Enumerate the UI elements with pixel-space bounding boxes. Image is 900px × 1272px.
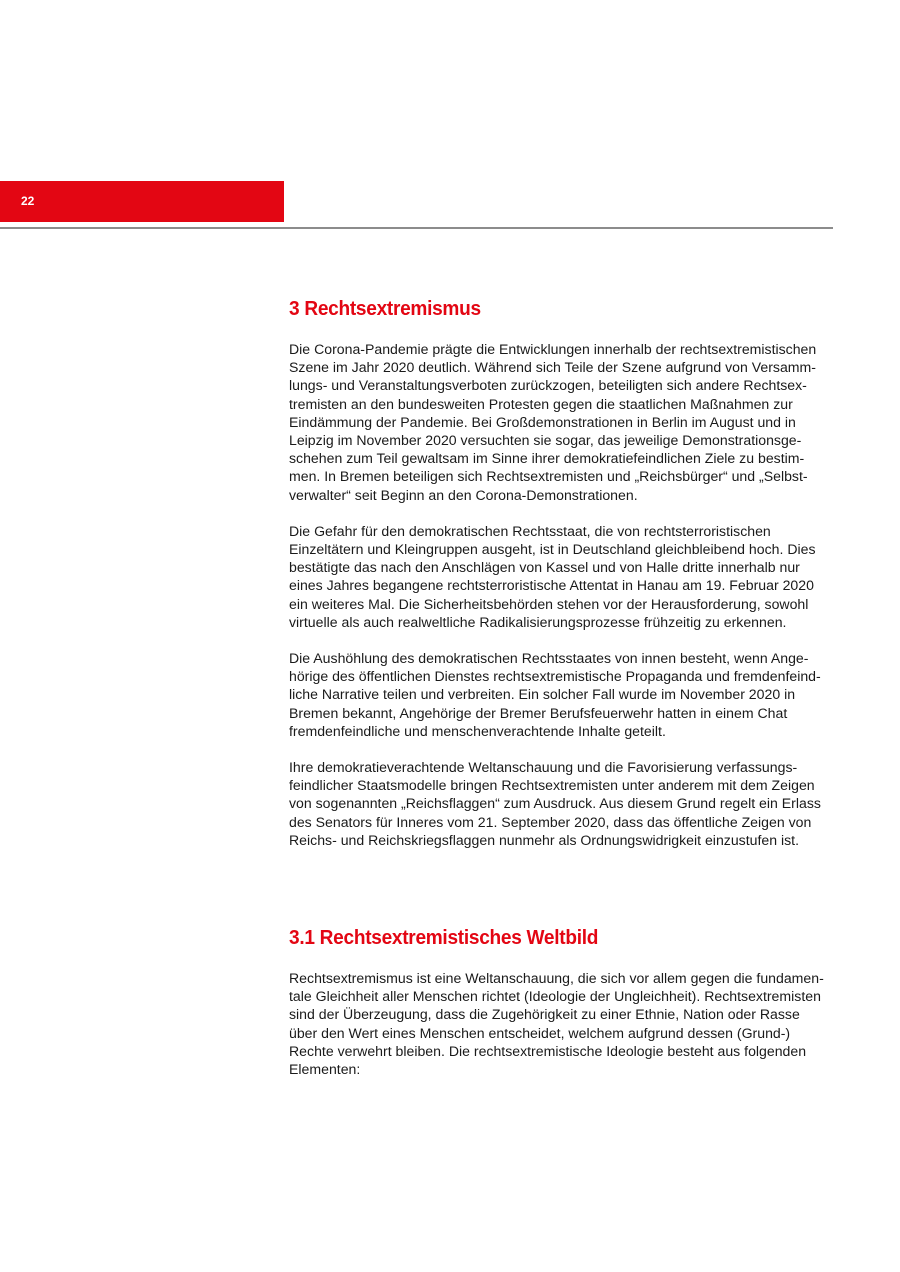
text-line: sind der Überzeugung, dass die Zugehörigkeit zu einer Ethnie, Nation oder Rasse (289, 1006, 800, 1023)
text-line: Ihre demokratieverachtende Weltanschauung und die Favorisierung verfassungs- (289, 759, 798, 776)
text-line: Die Aushöhlung des demokratischen Rechtsstaates von innen besteht, wenn Ange- (289, 650, 809, 667)
text-line: Einzeltätern und Kleingruppen ausgeht, ist in Deutschland gleichbleibend hoch. Dies (289, 541, 816, 558)
text-line: Bremen bekannt, Angehörige der Bremer Berufsfeuerwehr hatten in einem Chat (289, 704, 788, 721)
text-line: men. In Bremen beteiligen sich Rechtsextremisten und „Reichsbürger“ und „Selbst- (289, 468, 808, 485)
section-title: 3 Rechtsextremismus (289, 297, 481, 320)
paragraph (289, 649, 837, 740)
subsection-title: 3.1 Rechtsextremistisches Weltbild (289, 926, 599, 950)
text-line: über den Wert eines Menschen entscheidet, welchem aufgrund dessen (Grund-) (289, 1024, 791, 1041)
text-line: von sogenannten „Reichsflaggen“ zum Ausdruck. Aus diesem Grund regelt ein Erlass (289, 795, 821, 812)
text-line: Eindämmung der Pandemie. Bei Großdemonstrationen in Berlin im August und in (289, 413, 796, 430)
text-line: Die Gefahr für den demokratischen Rechtsstaat, die von rechtsterroristischen (289, 522, 771, 539)
page-number: 22 (21, 194, 35, 208)
text-line: tremisten an den bundesweiten Protesten gegen die staatlichen Maßnahmen zur (289, 395, 793, 412)
paragraph (289, 758, 837, 849)
header-rule (0, 227, 833, 229)
section-rechtsextremistisches-weltbild (289, 925, 837, 1078)
text-line: feindlicher Staatsmodelle bringen Rechtsextremisten unter anderem mit dem Zeigen (289, 777, 815, 794)
text-line: virtuelle als auch realweltliche Radikalisierungsprozesse frühzeitig zu erkennen. (289, 613, 787, 630)
text-line: lungs- und Veranstaltungsverboten zurückzogen, beteiligten sich andere Rechtsex- (289, 377, 807, 394)
text-line: verwalter“ seit Beginn an den Corona-Demonstrationen. (289, 486, 638, 503)
text-line: bestätigte das nach den Anschlägen von Kassel und von Halle dritte innerhalb nur (289, 559, 800, 576)
text-line: eines Jahres begangene rechtsterroristische Attentat in Hanau am 19. Februar 2020 (289, 577, 814, 594)
text-line: des Senators für Inneres vom 21. September 2020, dass das öffentliche Zeigen von (289, 813, 812, 830)
main-content (289, 296, 837, 1096)
text-line: hörige des öffentlichen Dienstes rechtsextremistische Propaganda und fremdenfeind- (289, 668, 821, 685)
text-line: ein weiteres Mal. Die Sicherheitsbehörden stehen vor der Herausforderung, sowohl (289, 595, 809, 612)
text-line: Rechte verwehrt bleiben. Die rechtsextremistische Ideologie besteht aus folgenden (289, 1042, 807, 1059)
page-number-tab (0, 181, 284, 222)
paragraph (289, 340, 837, 504)
text-line: Elementen: (289, 1061, 361, 1078)
text-line: fremdenfeindliche und menschenverachtende Inhalte geteilt. (289, 722, 666, 739)
text-line: Die Corona-Pandemie prägte die Entwicklungen innerhalb der rechtsextremistischen (289, 341, 817, 357)
text-line: Szene im Jahr 2020 deutlich. Während sich Teile der Szene aufgrund von Versamm- (289, 359, 816, 376)
text-line: Rechtsextremismus ist eine Weltanschauung, die sich vor allem gegen die fundamen- (289, 970, 824, 987)
paragraph (289, 522, 837, 631)
text-line: liche Narrative teilen und verbreiten. Ein solcher Fall wurde im November 2020 in (289, 686, 796, 703)
text-line: tale Gleichheit aller Menschen richtet (Ideologie der Ungleichheit). Rechtsextremisten (289, 988, 821, 1005)
text-line: Reichs- und Reichskriegsflaggen nunmehr als Ordnungswidrigkeit einzustufen ist. (289, 831, 799, 848)
section-rechtsextremismus (289, 296, 837, 849)
text-line: Leipzig im November 2020 versuchten sie sogar, das jeweilige Demonstrationsge- (289, 432, 802, 449)
paragraph (289, 969, 837, 1078)
text-line: schehen zum Teil gewaltsam im Sinne ihrer demokratiefeindlichen Ziele zu bestim- (289, 450, 805, 467)
